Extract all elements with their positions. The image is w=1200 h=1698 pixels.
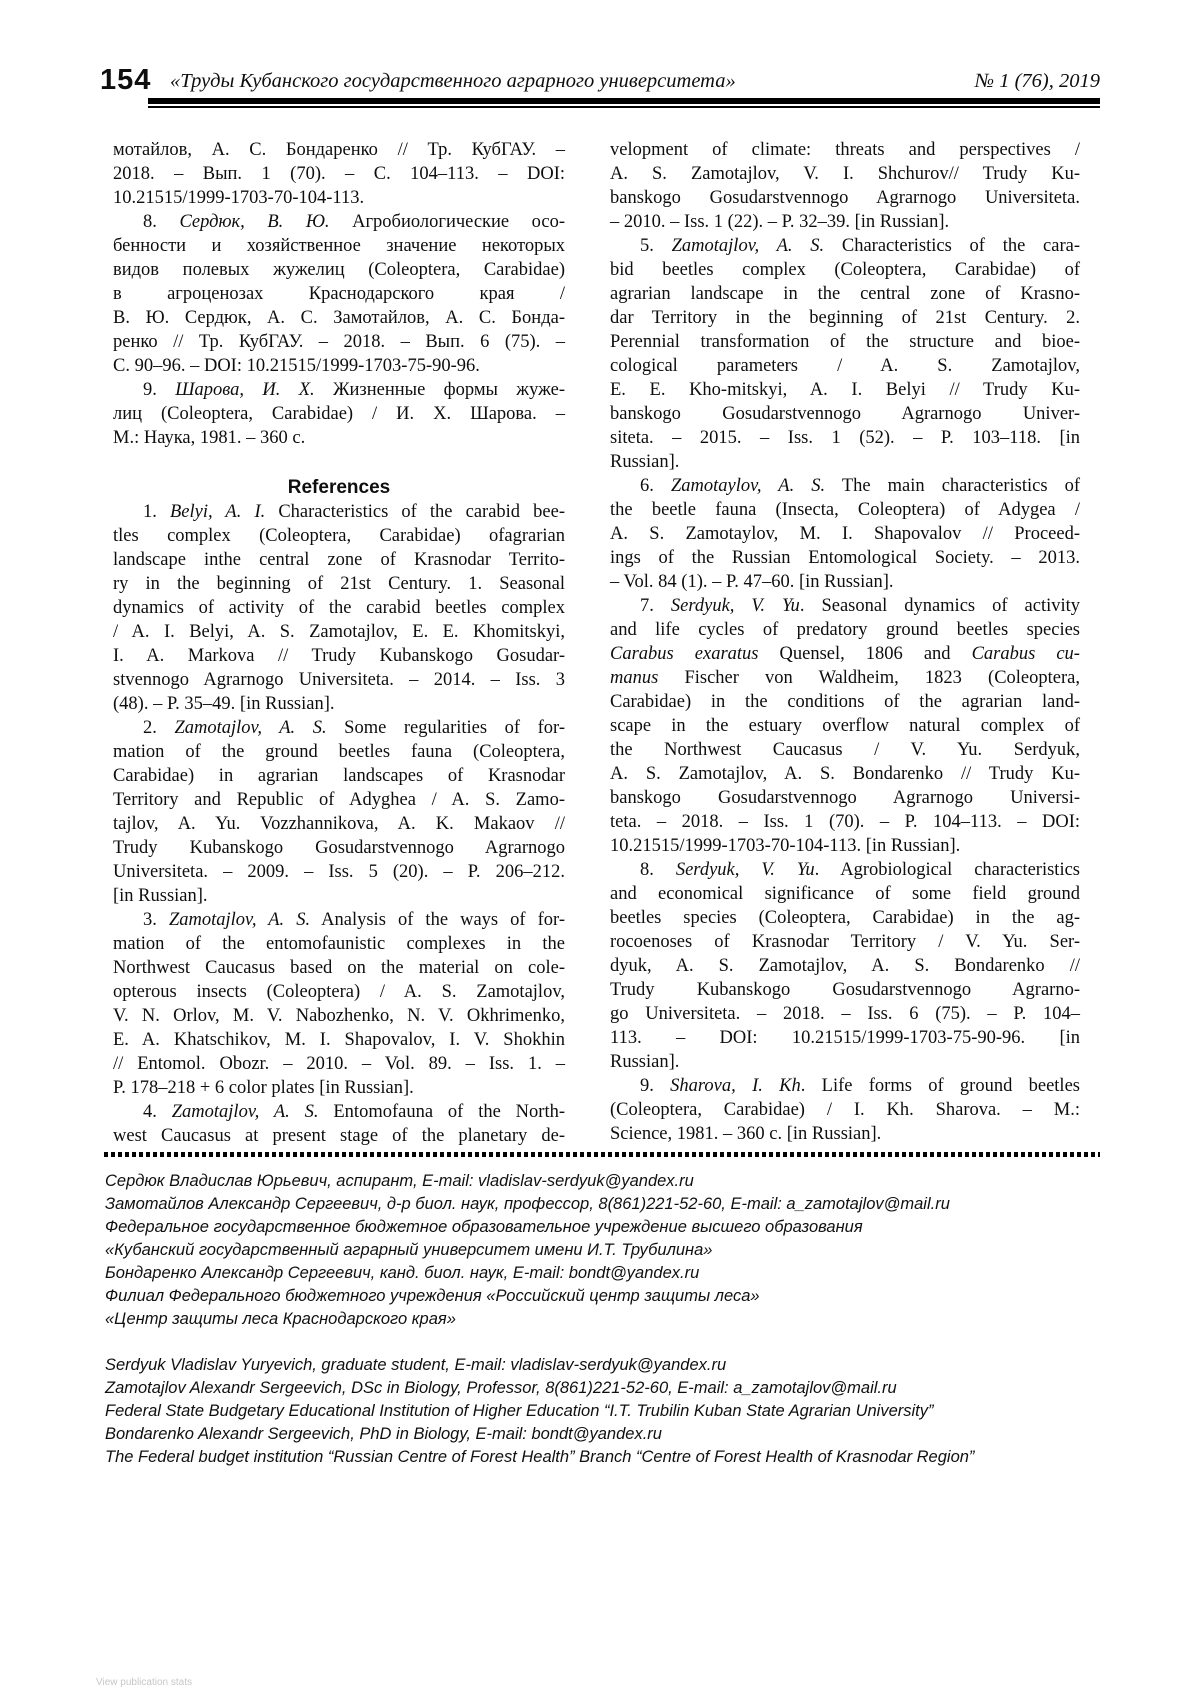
reference-text-line: Carabidae) in agrarian landscapes of Krasnodar xyxy=(113,766,565,786)
reference-text-line: A. S. Zamotaylov, M. I. Shapovalov // Proceed- xyxy=(610,524,1080,544)
reference-text-line: 2018. – Вып. 1 (70). – С. 104–113. – DOI: xyxy=(113,164,565,184)
reference-text-line: banskogo Gosudarstvennogo Agrarnogo Univer- xyxy=(610,404,1080,424)
reference-text-line: 10.21515/1999-1703-70-104-113. [in Russian]. xyxy=(610,836,961,856)
reference-text-line: landscape inthe central zone of Krasnodar Territo- xyxy=(113,550,565,570)
reference-text-line: velopment of climate: threats and perspectives / xyxy=(610,140,1080,160)
author-note-line: Федеральное государственное бюджетное образовательное учреждение высшего образования xyxy=(105,1218,863,1236)
reference-text-line: and economical significance of some field ground xyxy=(610,884,1080,904)
author-note-line: Филиал Федерального бюджетного учреждения «Российский центр защиты леса» xyxy=(105,1287,760,1305)
reference-text-line: 8. Serdyuk, V. Yu. Agrobiological characteristics xyxy=(640,860,1081,880)
issue-info: № 1 (76), 2019 xyxy=(974,70,1100,92)
reference-text-line: Universiteta. – 2009. – Iss. 5 (20). – P. 206–212. xyxy=(113,862,565,882)
reference-text-line: the Northwest Caucasus / V. Yu. Serdyuk, xyxy=(610,740,1080,760)
author-note-line: Bondarenko Alexandr Sergeevich, PhD in Biology, E-mail: bondt@yandex.ru xyxy=(105,1425,662,1443)
reference-text-line: // Entomol. Obozr. – 2010. – Vol. 89. – Iss. 1. – xyxy=(113,1054,565,1074)
reference-text-line: P. 178–218 + 6 color plates [in Russian]. xyxy=(113,1078,414,1098)
article-body xyxy=(113,138,1100,1148)
author-note-line: «Центр защиты леса Краснодарского края» xyxy=(105,1310,456,1328)
reference-text-line: tajlov, A. Yu. Vozzhannikova, A. K. Makaov // xyxy=(113,814,565,834)
reference-text-line: west Caucasus at present stage of the planetary de- xyxy=(113,1126,565,1146)
reference-text-line: – 2010. – Iss. 1 (22). – P. 32–39. [in Russian]. xyxy=(610,212,950,232)
author-note-line: Замотайлов Александр Сергеевич, д-р биол. наук, профессор, 8(861)221-52-60, E-mail: a_zamotajlov@mail.ru xyxy=(105,1195,950,1213)
reference-text-line: мотайлов, А. С. Бондаренко // Тр. КубГАУ. – xyxy=(113,140,565,160)
reference-text-line: dar Territory in the beginning of 21st Century. 2. xyxy=(610,308,1080,328)
reference-text-line: 3. Zamotajlov, A. S. Analysis of the ways of for- xyxy=(143,910,566,930)
reference-text-line: Trudy Kubanskogo Gosudarstvennogo Agrarno- xyxy=(610,980,1080,1000)
blank-line xyxy=(113,450,565,476)
reference-text-line: banskogo Gosudarstvennogo Agrarnogo Universi- xyxy=(610,788,1080,808)
reference-text-line: М.: Наука, 1981. – 360 с. xyxy=(113,428,306,448)
reference-text-line: Carabidae) in the conditions of the agrarian land- xyxy=(610,692,1080,712)
reference-text-line: Trudy Kubanskogo Gosudarstvennogo Agrarnogo xyxy=(113,838,565,858)
reference-text-line: V. N. Orlov, M. V. Nabozhenko, N. V. Okhrimenko, xyxy=(113,1006,565,1026)
reference-text-line: Science, 1981. – 360 c. [in Russian]. xyxy=(610,1124,882,1144)
reference-text-line: dyuk, A. S. Zamotajlov, A. S. Bondarenko // xyxy=(610,956,1080,976)
reference-text-line: banskogo Gosudarstvennogo Agrarnogo Universiteta. xyxy=(610,188,1080,208)
reference-text-line: opterous insects (Coleoptera) / A. S. Zamotajlov, xyxy=(113,982,565,1002)
left-column xyxy=(113,138,565,1148)
reference-text-line: A. S. Zamotajlov, V. I. Shchurov// Trudy Ku- xyxy=(610,164,1080,184)
reference-text-line: agrarian landscape in the central zone of Krasno- xyxy=(610,284,1080,304)
reference-text-line: – Vol. 84 (1). – P. 47–60. [in Russian]. xyxy=(610,572,894,592)
view-publication-stats-link[interactable]: View publication stats xyxy=(96,1677,192,1688)
reference-text-line: 113. – DOI: 10.21515/1999-1703-75-90-96. [in xyxy=(610,1028,1080,1048)
reference-text-line: Perennial transformation of the structure and bioe- xyxy=(610,332,1080,352)
reference-text-line: 7. Serdyuk, V. Yu. Seasonal dynamics of activity xyxy=(640,596,1081,616)
authors-russian xyxy=(105,1170,1100,1331)
reference-text-line: ry in the beginning of 21st Century. 1. Seasonal xyxy=(113,574,565,594)
reference-text-line: and life cycles of predatory ground beetles species xyxy=(610,620,1080,640)
reference-text-line: tles complex (Coleoptera, Carabidae) ofagrarian xyxy=(113,526,565,546)
reference-text-line: the beetle fauna (Insecta, Coleoptera) of Adygea / xyxy=(610,500,1080,520)
reference-text-line: (Coleoptera, Carabidae) / I. Kh. Sharova. – M.: xyxy=(610,1100,1080,1120)
reference-text-line: mation of the entomofaunistic complexes in the xyxy=(113,934,565,954)
author-note-line: Zamotajlov Alexandr Sergeevich, DSc in Biology, Professor, 8(861)221-52-60, E-mail: a_zamotajlov@mail.ru xyxy=(105,1379,897,1397)
reference-text-line: [in Russian]. xyxy=(113,886,208,906)
reference-text-line: 5. Zamotajlov, A. S. Characteristics of the cara- xyxy=(640,236,1080,256)
reference-text-line: stvennogo Agrarnogo Universiteta. – 2014. – Iss. 3 xyxy=(113,670,565,690)
reference-text-line: rocoenoses of Krasnodar Territory / V. Yu. Ser- xyxy=(610,932,1080,952)
reference-text-line: ренко // Тр. КубГАУ. – 2018. – Вып. 6 (75). – xyxy=(113,332,565,352)
reference-text-line: 2. Zamotajlov, A. S. Some regularities of for- xyxy=(143,718,565,738)
reference-text-line: / A. I. Belyi, A. S. Zamotajlov, E. E. Khomitskyi, xyxy=(113,622,565,642)
reference-text-line: scape in the estuary overflow natural complex of xyxy=(610,716,1080,736)
reference-text-line: 9. Sharova, I. Kh. Life forms of ground beetles xyxy=(640,1076,1080,1096)
reference-text-line: 9. Шарова, И. Х. Жизненные формы жуже- xyxy=(143,380,565,400)
reference-text-line: siteta. – 2015. – Iss. 1 (52). – P. 103–118. [in xyxy=(610,428,1080,448)
author-note-line: Бондаренко Александр Сергеевич, канд. биол. наук, E-mail: bondt@yandex.ru xyxy=(105,1264,700,1282)
reference-text-line: Northwest Caucasus based on the material on cole- xyxy=(113,958,565,978)
author-note-line: Сердюк Владислав Юрьевич, аспирант, E-mail: vladislav-serdyuk@yandex.ru xyxy=(105,1172,694,1190)
author-note-line: Federal State Budgetary Educational Institution of Higher Education “I.T. Trubilin Kuban State Agrarian University” xyxy=(105,1402,934,1420)
header-rule xyxy=(148,98,1100,104)
reference-text-line: go Universiteta. – 2018. – Iss. 6 (75). – P. 104– xyxy=(610,1004,1080,1024)
reference-text-line: (48). – P. 35–49. [in Russian]. xyxy=(113,694,335,714)
right-column xyxy=(610,138,1080,1148)
reference-text-line: A. S. Zamotajlov, A. S. Bondarenko // Trudy Ku- xyxy=(610,764,1080,784)
reference-text-line: beetles species (Coleoptera, Carabidae) in the ag- xyxy=(610,908,1080,928)
references-heading: References xyxy=(287,477,391,498)
reference-text-line: бенности и хозяйственное значение некоторых xyxy=(113,236,565,256)
author-note-line: The Federal budget institution “Russian Centre of Forest Health” Branch “Centre of Forest Health of Krasnodar Region” xyxy=(105,1448,975,1466)
reference-text-line: в агроценозах Краснодарского края / xyxy=(113,284,565,304)
reference-text-line: Territory and Republic of Adyghea / A. S. Zamo- xyxy=(113,790,565,810)
reference-text-line: видов полевых жужелиц (Coleoptera, Carabidae) xyxy=(113,260,565,280)
authors-english xyxy=(105,1354,1100,1469)
reference-text-line: teta. – 2018. – Iss. 1 (70). – P. 104–113. – DOI: xyxy=(610,812,1080,832)
reference-text-line: 4. Zamotajlov, A. S. Entomofauna of the North- xyxy=(143,1102,565,1122)
reference-text-line: Russian]. xyxy=(610,1052,680,1072)
reference-text-line: 10.21515/1999-1703-70-104-113. xyxy=(113,188,365,208)
reference-text-line: лиц (Coleoptera, Carabidae) / И. Х. Шарова. – xyxy=(113,404,565,424)
reference-text-line: dynamics of activity of the carabid beetles complex xyxy=(113,598,565,618)
journal-title: «Труды Кубанского государственного аграрного университета» xyxy=(170,70,736,92)
reference-text-line: Carabus exaratus Quensel, 1806 and Carabus cu- xyxy=(610,644,1080,664)
reference-text-line: В. Ю. Сердюк, А. С. Замотайлов, А. С. Бонда- xyxy=(113,308,565,328)
reference-text-line: 1. Belyi, A. I. Characteristics of the carabid bee- xyxy=(143,502,565,522)
reference-text-line: I. A. Markova // Trudy Kubanskogo Gosudar- xyxy=(113,646,565,666)
reference-text-line: С. 90–96. – DOI: 10.21515/1999-1703-75-90-96. xyxy=(113,356,480,376)
reference-text-line: 8. Сердюк, В. Ю. Агробиологические осо- xyxy=(143,212,566,232)
reference-text-line: E. E. Kho-mitskyi, A. I. Belyi // Trudy Ku- xyxy=(610,380,1080,400)
dotted-separator xyxy=(104,1152,1100,1157)
reference-text-line: Russian]. xyxy=(610,452,680,472)
author-note-line: «Кубанский государственный аграрный университет имени И.Т. Трубилина» xyxy=(105,1241,713,1259)
reference-text-line: bid beetles complex (Coleoptera, Carabidae) of xyxy=(610,260,1080,280)
reference-text-line: ings of the Russian Entomological Society. – 2013. xyxy=(610,548,1080,568)
reference-text-line: E. A. Khatschikov, M. I. Shapovalov, I. V. Shokhin xyxy=(113,1030,565,1050)
reference-text-line: 6. Zamotaylov, A. S. The main characteristics of xyxy=(640,476,1080,496)
reference-text-line: mation of the ground beetles fauna (Coleoptera, xyxy=(113,742,565,762)
authors-block xyxy=(105,1170,1100,1469)
page-number: 154 xyxy=(100,64,152,96)
reference-text-line: manus Fischer von Waldheim, 1823 (Coleoptera, xyxy=(610,668,1080,688)
author-note-line: Serdyuk Vladislav Yuryevich, graduate student, E-mail: vladislav-serdyuk@yandex.ru xyxy=(105,1356,727,1374)
reference-text-line: cological parameters / A. S. Zamotajlov, xyxy=(610,356,1080,376)
